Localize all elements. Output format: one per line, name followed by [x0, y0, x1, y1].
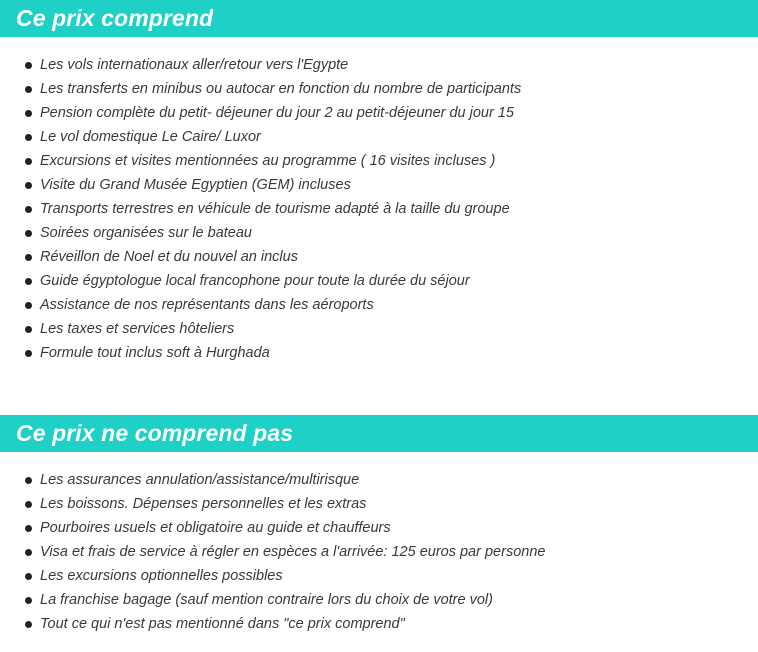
- list-item-text: Les taxes et services hôteliers: [40, 321, 235, 337]
- list-item: [0, 468, 758, 492]
- includes-list: [0, 37, 758, 365]
- list-item: [0, 492, 758, 516]
- list-item-text: Visite du Grand Musée Egyptien (GEM) incluses: [40, 177, 351, 193]
- bullet-icon: [25, 525, 32, 532]
- list-item-text: Le vol domestique Le Caire/ Luxor: [40, 129, 261, 145]
- section-header-excludes: [0, 415, 758, 452]
- list-item: [0, 317, 758, 341]
- bullet-icon: [25, 621, 32, 628]
- bullet-icon: [25, 230, 32, 237]
- list-item: [0, 53, 758, 77]
- excludes-list: [0, 452, 758, 636]
- bullet-icon: [25, 254, 32, 261]
- list-item-text: Les boissons. Dépenses personnelles et les extras: [40, 496, 367, 512]
- bullet-icon: [25, 206, 32, 213]
- section-header-includes: [0, 0, 758, 37]
- bullet-icon: [25, 158, 32, 165]
- list-item: [0, 221, 758, 245]
- list-item: [0, 293, 758, 317]
- list-item: [0, 197, 758, 221]
- list-item-text: Pension complète du petit- déjeuner du jour 2 au petit-déjeuner du jour 15: [40, 105, 514, 121]
- list-item-text: Les vols internationaux aller/retour vers l'Egypte: [40, 57, 349, 73]
- list-item-text: Guide égyptologue local francophone pour toute la durée du séjour: [40, 273, 470, 289]
- list-item: [0, 77, 758, 101]
- list-item: [0, 245, 758, 269]
- list-item-text: Les transferts en minibus ou autocar en fonction du nombre de participants: [40, 81, 522, 97]
- list-item-text: Assistance de nos représentants dans les aéroports: [40, 297, 374, 313]
- list-item: [0, 125, 758, 149]
- section-title-excludes: Ce prix ne comprend pas: [16, 420, 294, 446]
- bullet-icon: [25, 573, 32, 580]
- list-item: [0, 269, 758, 293]
- list-item: [0, 540, 758, 564]
- bullet-icon: [25, 86, 32, 93]
- list-item-text: Soirées organisées sur le bateau: [40, 225, 252, 241]
- list-item-text: Excursions et visites mentionnées au programme ( 16 visites incluses ): [40, 153, 496, 169]
- list-item-text: Les excursions optionnelles possibles: [40, 568, 283, 584]
- list-item-text: Tout ce qui n'est pas mentionné dans "ce prix comprend": [40, 616, 405, 632]
- list-item-text: Transports terrestres en véhicule de tourisme adapté à la taille du groupe: [40, 201, 510, 217]
- list-item-text: Visa et frais de service à régler en espèces a l'arrivée: 125 euros par personne: [40, 544, 546, 560]
- bullet-icon: [25, 182, 32, 189]
- list-item: [0, 516, 758, 540]
- section-price-excludes: [0, 415, 758, 636]
- list-item-text: La franchise bagage (sauf mention contraire lors du choix de votre vol): [40, 592, 493, 608]
- bullet-icon: [25, 278, 32, 285]
- list-item: [0, 341, 758, 365]
- bullet-icon: [25, 302, 32, 309]
- list-item: [0, 149, 758, 173]
- list-item-text: Les assurances annulation/assistance/multirisque: [40, 472, 360, 488]
- section-title-includes: Ce prix comprend: [16, 5, 214, 31]
- bullet-icon: [25, 549, 32, 556]
- bullet-icon: [25, 477, 32, 484]
- bullet-icon: [25, 597, 32, 604]
- bullet-icon: [25, 326, 32, 333]
- list-item: [0, 588, 758, 612]
- bullet-icon: [25, 350, 32, 357]
- bullet-icon: [25, 501, 32, 508]
- bullet-icon: [25, 134, 32, 141]
- list-item-text: Formule tout inclus soft à Hurghada: [40, 345, 270, 361]
- list-item: [0, 612, 758, 636]
- bullet-icon: [25, 62, 32, 69]
- bullet-icon: [25, 110, 32, 117]
- list-item-text: Pourboires usuels et obligatoire au guide et chauffeurs: [40, 520, 391, 536]
- list-item: [0, 564, 758, 588]
- list-item-text: Réveillon de Noel et du nouvel an inclus: [40, 249, 298, 265]
- list-item: [0, 101, 758, 125]
- list-item: [0, 173, 758, 197]
